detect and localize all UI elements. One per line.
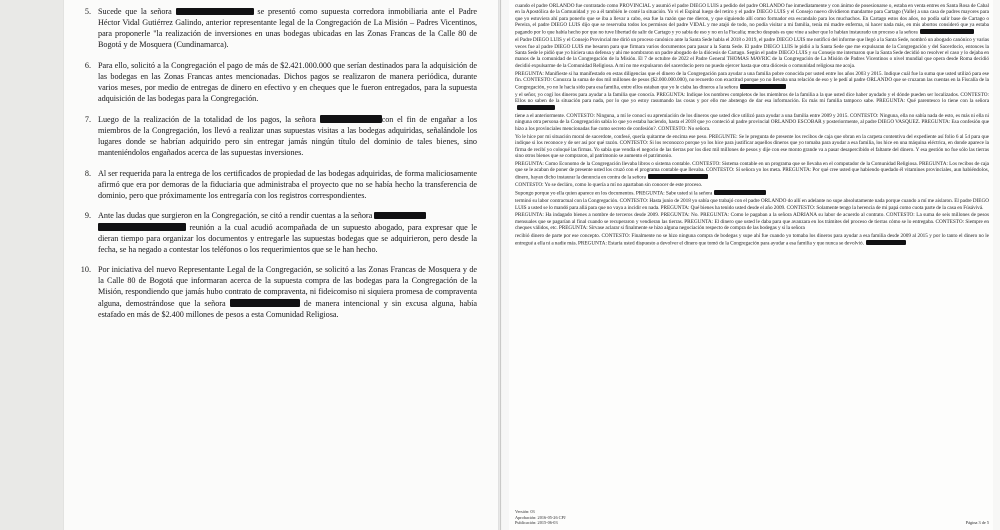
paragraph-text: Al ser requerida para la entrega de los certificados de propiedad de las bodegas adquiridas, de forma maliciosamente afirmó que era por demoras de la fiduciaria que administraba el proyecto que no se había hecho la transferencia de dominio, pero que próximamente los entregaría con los registros correspondientes. [98,168,477,200]
paragraph-text: Luego de la realización de la totalidad de los pagos, la señora con el fin de engañar a los miembros de la Congregación, los llevó a realizar unas supuestas visitas a las bodegas adquiridas, señalándole los lugares donde se habrían adquirido pero sin entregar jamás ningún título del dominio de tales bienes, sino manteniéndolos engañados acerca de las supuestas inversiones. [98,114,477,158]
redaction-bar [320,115,382,123]
paragraph-number: 8. [84,168,91,178]
paragraph-number: 7. [84,114,91,124]
redaction-bar [920,29,974,34]
transcript-paragraph: recibió dinero de parte por ese concepto. CONTESTO: Finalmente no se hizo ninguna compra de bodegas y supe ahí fue cuando yo tomaba los dineros para ayudar a esa familia desde 2009 al 2015 y por lo tanto el dinero no le entregué a ella ni a nadie más. PREGUNTA: Estaría usted dispuesto a devolver el dinero que tomó de la Congregación para ayudar a esa familia y que nunca se devolvió. [515,233,989,247]
transcript-paragraph: PREGUNTA: Ha indagado bienes a nombre de terceros desde 2009. PREGUNTA: No. PREGUNTA: Como le pagaban a la señora ADRIANA su labor de acuerdo al contrato. CONTESTO: La suma de seis millones de pesos mensuales que se pagarían al final cuando se recuperaron y vendieran las tierras. PREGUNTA: El dinero que usted le daba para que avanzara en los trámites del proceso de tierras cómo se lo entregaba. CONTESTO: Siempre en cheques válidos, etc. PREGUNTA: Sírvase aclarar si finalmente se hizo alguna negociación respecto de compra de las bodegas y si la señora [515,212,989,232]
transcript-paragraph: tiene a el anteriormente. CONTESTO: Ninguna, a mí le conocí su apremiación de los dineros que usted dice utilizó para ayudar a una familia entre 2009 y 2015. CONTESTO: Ninguna, ella no sabía nada de esto, es más ni ella ni ninguna otra persona de la Congregación sabía lo que yo estaba haciendo, hasta el 2018 que yo conteció al padre provincial ORLANDO ESCOBAR y posteriormente, al padre DIEGO VASQUEZ. PREGUNTA: Esa confesión que hizo a los provinciales mencionadas fue como secreto de confesión?. CONTESTO: No señora. [515,112,989,132]
redaction-bar [98,223,186,231]
numbered-paragraph [72,60,477,104]
redaction-bar [714,190,766,195]
right-document-page [500,0,1000,530]
paragraph-text: Por iniciativa del nuevo Representante Legal de la Congregación, se solicitó a las Zonas Francas de Mosquera y de la Calle 80 de Bogotá que informaran acerca de la supuesta compra de las bodegas para la Congregación de la Misión, respondiendo que jamás hubo contrato de compraventa, ni fideicomiso ni siquiera promesa de compraventa alguna, demostrándose que la señora de manera intencional y sin excusa alguna, había estafado en más de $2.400 millones de pesos a esta Comunidad Religiosa. [98,265,477,319]
paragraph-number: 10. [80,265,91,275]
transcript-paragraph: Supongo porque yo ella quien aparece en los documentos. PREGUNTA: Sabe usted si la señora [515,190,989,197]
transcript-paragraph: CONTESTO: Yo se decláro, como lo quería a mí no apartaban sin conocer de este proceso. [515,182,703,189]
transcript-paragraph: PREGUNTA: Manifieste si ha manifestado en estas diligencias que el dinero de la Congregación para ayudar a una familia pobre conocida por usted entre los años 2003 y 2015. Indique cuál fue la suma que usted utilizó para ese fin. CONTESTO: Conozca la suma de dos mil millones de pesos ($2.000.000.000), no recuerdo con exactitud porque yo no llevaba una relación de eso y le pedí al padre ORLANDO que se cruzaran las cuentas en la Fiscalía de la Congregación, yo no le hacía sido para esa familia, entre ellos estaban que yo le ciaba las dineros a la señora [515,70,989,90]
right-page-text-body [515,3,989,511]
numbered-paragraph [72,210,477,254]
redaction-bar [740,84,786,89]
paragraph-number: 6. [84,60,91,70]
redaction-bar [517,105,555,110]
right-page-sheet [509,0,993,530]
footer-version-block [515,509,566,525]
redaction-bar [374,212,426,220]
paragraph-number: 9. [84,211,91,221]
redaction-bar [866,240,906,245]
transcript-paragraph: Yo le hice por mi situación moral de sacerdote, confesé, quería quitarme de encima ese peso. PREGUNTE: Se le pregunta de presente los recibos de caja que obran en la carpeta contentiva del expediente así folio 6 al 54 para que indique si los reconoce y de ser así por qué razón. CONTESTO: Si los reconozco porque yo los hice para justificar aquellos dineros que yo tomaba para ayudar a esa familia, los hice en una máquina eléctrica, en donde aparece la firma de recibí yo coloqué las firmas. Yo sabía que vendía el negocio de las tierras por los diez mil millones de pesos y dije con ese monto grande va a pasar desapercibido el faltante del dinero. Y esa gestión no fue sólo las tierras sino otros bienes que se compraron, al patrimonio se aumento el patrimonio. [515,133,989,160]
redaction-bar [230,299,300,307]
transcript-paragraph: terminó su labor contractual con la Congregación. CONTESTO: Hasta junio de 2018 yo sabía que trabajó con el padre ORLANDO do allí en adelante no supe absolutamente nada porque cuando a mí me aislaron. El padre DIEGO LUIS a usted se lo mandó para allá para que no vaya a incidir en nada. PREGUNTA: Qué bienes ha tenido usted desde el año 2009. CONTESTO: Solamente tengo la herencia de mi papá como cuota parte de la casa en Fúsávivá. [515,198,989,211]
redaction-bar [176,8,254,16]
left-page-text-body [64,6,491,329]
paragraph-text: Sucede que la señora se presentó como supuesta corredora inmobiliaria ante el Padre Héctor Vidal Gutiérrez Galindo, anterior representante legal de la Congregación de La Misión – Padres Vicentinos, para proponerle "la realización de inversiones en unas bodegas ubicadas en las Zonas Francas de la Calle 80 de Bogotá y de Mosquera (Cundinamarca). [98,7,477,50]
numbered-paragraph [72,114,477,158]
left-page-margin [0,0,63,530]
footer-approval: Aprobación: 2016-05-26 CPJ [515,514,566,520]
numbered-paragraph [72,264,477,319]
paragraph-number: 5. [84,7,91,16]
transcript-paragraph: el Padre DIEGO LUIS y el Consejo Provincial me dirió un proceso canónico ante la Santa Sede habla el 2018 o 2019, el padre DIEGO LUIS me notificó del informe que llegó a la Santa Sede, nombró un abogado canónico y varias veces fue al padre DIEGO LUIS me besaron para que firmara varios documentos para pasar a la Santa Sede. El padre DIEGO LUIS le pidió a la Santa Sede que me expulsaran de la Congregación y del Sacerdocio, entonces la Santa Sede le pidió que yo hiciera una defensa y ahí me nombraron un padre abogado de la diócesis de Cartago. Según el padre DIEGO LUIS y su Consejo me internaron que la Santa Sede decidió no resolver el caso y lo dejaba en manos de la comunidad de la Congregación de la Misión. El 7 de octubre de 2022 el Padre General THOMAS MAVRIC de la Congregación de La Misión de Padres Vicentinos o nivel mundial que opera desde Roma decidió decidió expulsarme de la Comunidad Religiosa. A mí no me expulsaron del sacerdocio pero no puedo ejercer hasta que otra diócesis o comunidad religiosa me acoja. [515,37,989,69]
transcript-paragraph: cuando el padre ORLANDO fue contratado como PROVINCIAL y asumió el padre DIEGO LUIS a pedido del padre ORLANDO fue inmediatamente y con ánimo de posesionarse o, estaba en venta entres en Santa Rosa de Cabal en la Apostólica de la Comunidad y yo a él también le conté la situación. Yo vi el Espinal luego del retiro y el padre DIEGO LUIS y el Consejo nuevo dividieron mandarme para Cartago (Valle) a una casa de padres mayores para que yo estuviera ahí para ponerlo que se iba a llevar a cabo, esa fue la razón que me dieron, y que siguiendo allí como formador era escandalo para los muchachos. En Cartago estos dos años, no podía salir base de Cartago o Pereira, el padre DIEGO LUIS dijo que se reservaba todos los permisos del padre VIDAL y me atajó de todo, no podía visitar a mi familia, tenía mi madre enferma, ni hacer nada más, en mis abortos consideró que ya estaba pagando por lo que había hecho por que no tuve libertad de salir de Cartago y yo sabía de eso y no en la Fiscalía; mucho después es que vine a saber que lo habían instaurado un proceso a la señora [515,3,989,36]
redaction-bar [648,174,708,179]
left-page-sheet [63,0,500,530]
footer-page-number: Página 3 de 5 [965,519,989,525]
right-page-footer [515,509,989,525]
footer-publication: Publicación: 2015-06-03 [515,519,558,525]
numbered-paragraph [72,6,477,50]
footer-version: Versión: 03 [515,509,535,515]
transcript-paragraph: PREGUNTA: Como Economo de la Congregación llevaba libros o sistema contable. CONTESTO: Sistema contable en un programa que se llevaba en el computador de la Comunidad Religiosa. PREGUNTA: Los recibos de caja que se le acaban de poner de presente usted los cruzó con el programa contable que llevaba. CONTESTO: Sí señora yo los meta. PREGUNTA: Por qué cree usted que habiendo quedado él vitamines provinciales, aun habiéndolos, dinero, hayan dicho instaurar la denuncia en contra de la señora [515,160,989,181]
numbered-paragraph [72,168,477,201]
page-seam-shadow [498,0,502,530]
paragraph-text: Ante las dudas que surgieron en la Congregación, se citó a rendir cuentas a la señora reunión a la cual acudió acompañada de un supuesto abogado, para expresar que le dieran tiempo para organizar los documentos y entregarle las supuestas bodegas que se adquirieron, pero desde la fecha, se ha negado a contestar los teléfonos o los requerimientos que se le han hecho. [98,211,477,254]
transcript-paragraph: y el señor, yo cogí los dineros para ayudar a la familia que conocía. PREGUNTA: Indique los nombres completos de los miembros de la familia a la que usted dice haber ayudado y el dónde pueden ser localizados. CONTESTO: Ellos no saben de la situación para nada, por lo que yo estoy rasumando las cosas y por ello me abstengo de dar esa información. Es más mi familia tampoco sabe. PREGUNTA: Qué parentesco lo tiene con la señora [515,92,989,112]
paragraph-text: Para ello, solicitó a la Congregación el pago de más de $2.421.000.000 que serían destinados para la adquisición de las bodegas en las Zonas Francas antes mencionadas. Dichos pagos se realizaron de manera periódica, durante varios meses, por medio de entregas de dinero en efectivo y en cheques que le fueron entregados, para la supuesta adquisición de las bodegas para la Congregación. [98,60,477,104]
